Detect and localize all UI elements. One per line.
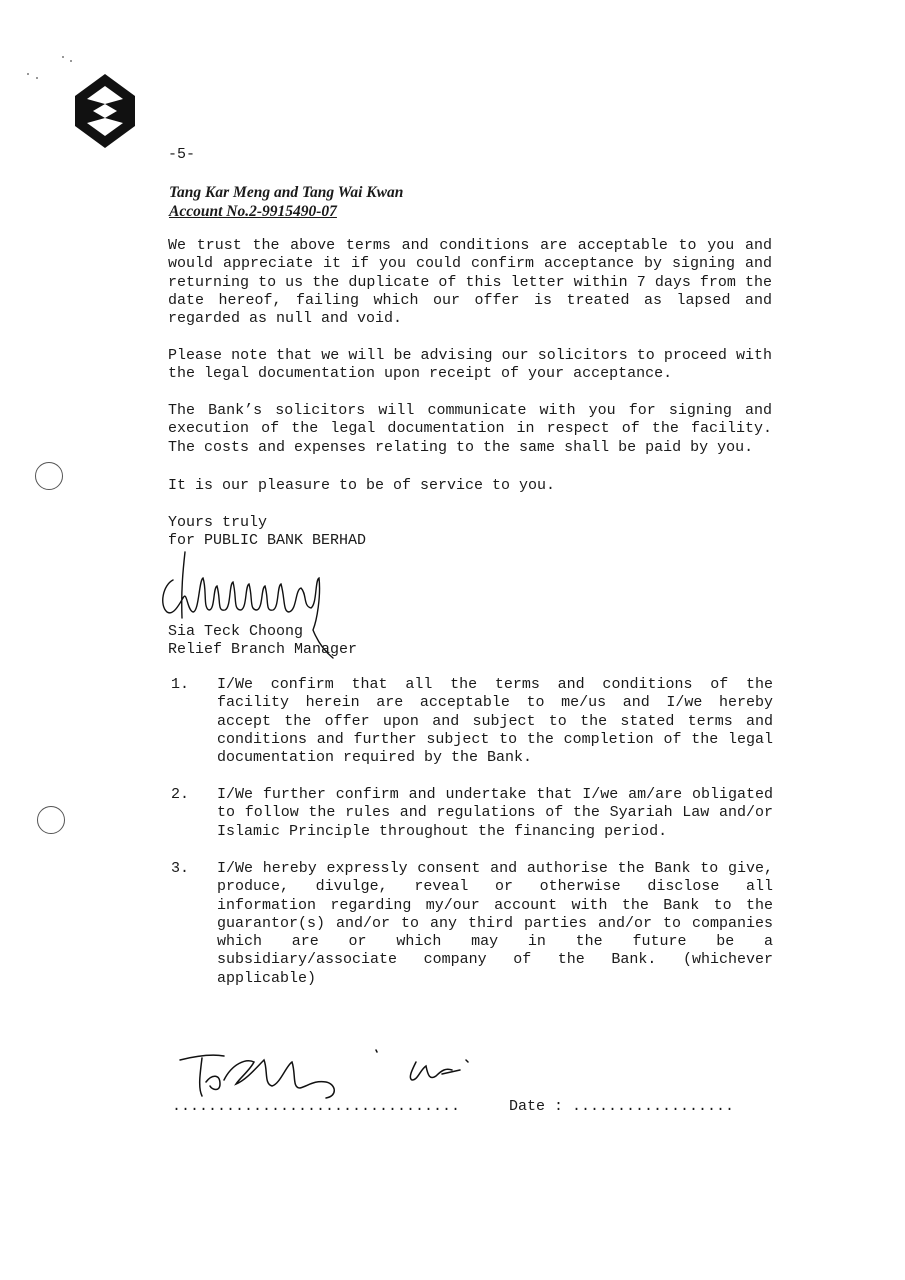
paragraph-solicitors: Please note that we will be advising our solicitors to proceed with the legal documentation upon receipt of your acceptance. <box>168 347 772 383</box>
addressee-names: Tang Kar Meng and Tang Wai Kwan <box>169 184 404 201</box>
declaration-number: 1. <box>171 676 190 693</box>
date-line: Date : .................. <box>509 1098 735 1115</box>
declaration-item-2 <box>171 786 773 844</box>
declaration-item-3 <box>171 860 773 992</box>
paragraph-costs: The Bank’s solicitors will communicate with you for signing and execution of the legal documentation in respect of the facility. The costs and expenses relating to the same shall be paid by you. <box>168 402 772 456</box>
declaration-text: I/We further confirm and undertake that I/we am/are obligated to follow the rules and regulations of the Syariah Law and/or Islamic Principle throughout the financing period. <box>217 786 773 840</box>
closing-for-line: for PUBLIC BANK BERHAD <box>168 532 367 549</box>
declaration-text: I/We hereby expressly consent and authorise the Bank to give, produce, divulge, reveal or otherwise disclose all information regarding my/our account with the Bank to the guarantor(s) and/or to any third parties and/or to companies which are or which may in the future be a subsidiary/associate company of the Bank. (whichever applicable) <box>217 860 773 987</box>
declaration-item-1 <box>171 676 773 771</box>
paragraph-pleasure: It is our pleasure to be of service to you. <box>168 477 556 494</box>
signatory-name: Sia Teck Choong <box>168 623 304 640</box>
declaration-text: I/We confirm that all the terms and conditions of the facility herein are acceptable to me/us and I/we hereby accept the offer upon and subject to the stated terms and conditions and further subject to the completion of the legal documentation required by the Bank. <box>217 676 773 767</box>
declaration-number: 2. <box>171 786 190 803</box>
punch-hole-icon <box>37 806 65 834</box>
signature-line: ................................ <box>172 1098 461 1115</box>
punch-hole-icon <box>35 462 63 490</box>
signatory-title: Relief Branch Manager <box>168 641 358 658</box>
page-number: -5- <box>168 146 196 163</box>
account-number: Account No.2-9915490-07 <box>169 203 337 220</box>
closing-salutation: Yours truly <box>168 514 268 531</box>
bank-logo <box>75 74 135 148</box>
addressee-block <box>169 183 451 221</box>
closing-block <box>168 514 366 550</box>
signatory-block <box>168 623 357 659</box>
paragraph-acceptance: We trust the above terms and conditions are acceptable to you and would appreciate it if you could confirm acceptance by signing and returning to us the duplicate of this letter within 7 days from the date hereof, failing which our offer is treated as lapsed and regarded as null and void. <box>168 237 772 328</box>
declaration-number: 3. <box>171 860 190 877</box>
